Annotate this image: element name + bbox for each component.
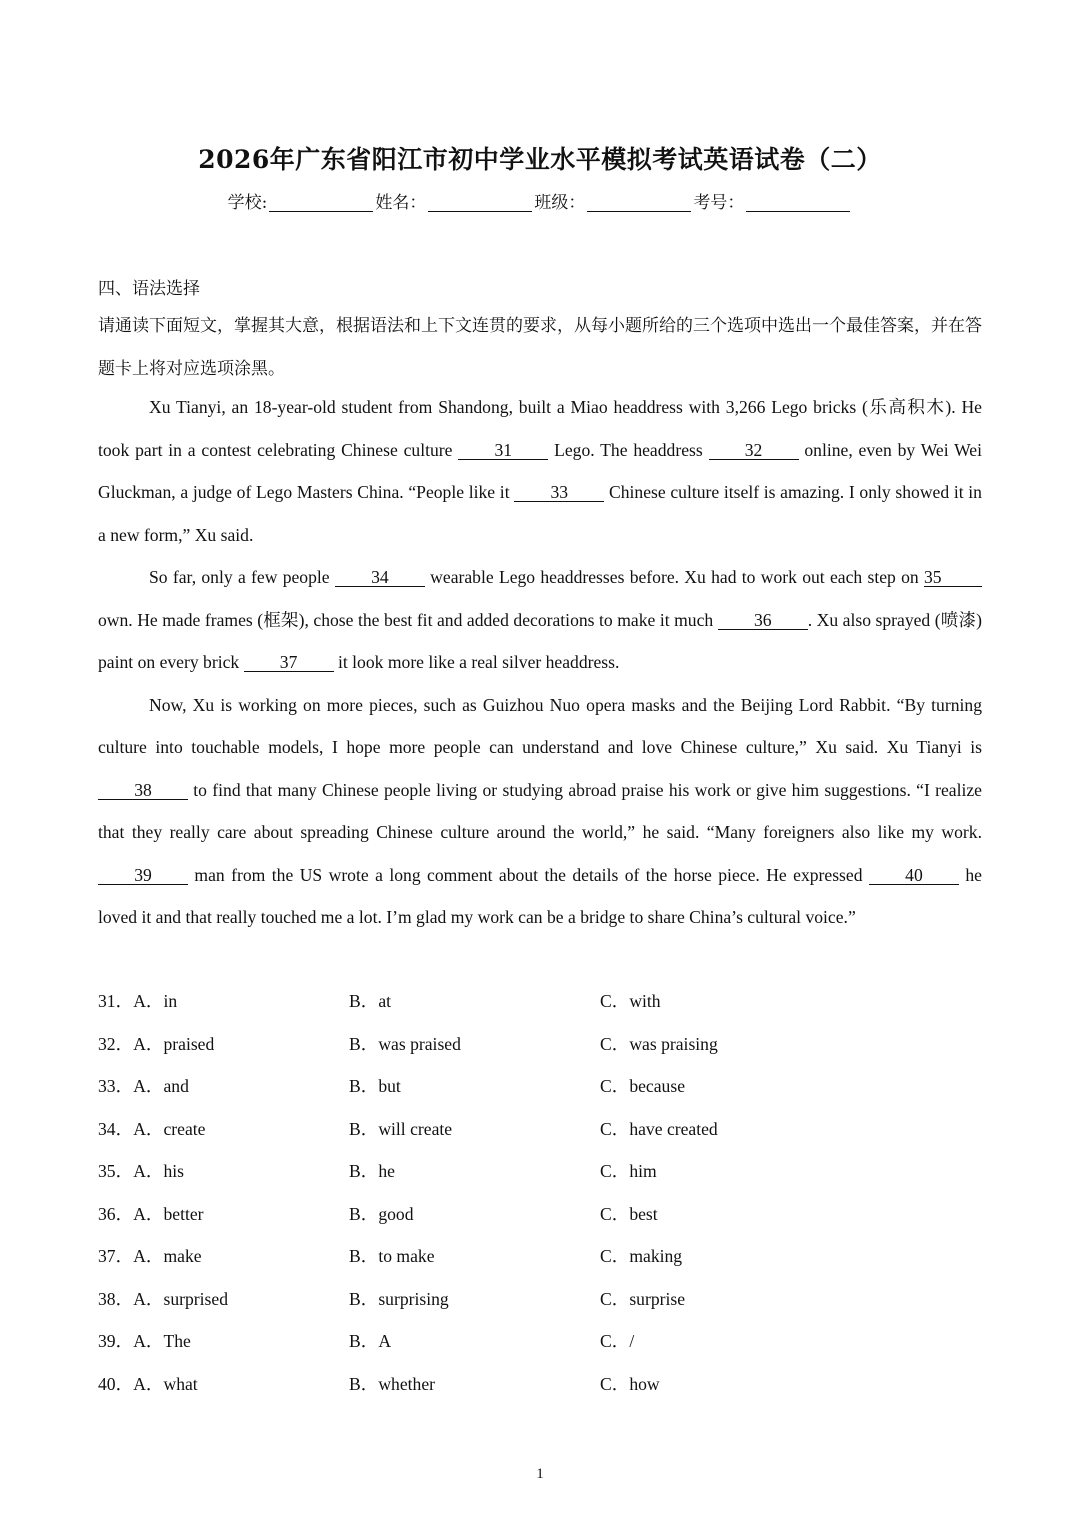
option-b[interactable]: B．whether [349, 1373, 435, 1394]
passage-text: online, even by Wei Wei Gluckman, a judge of Lego Masters China. “People like it [98, 439, 983, 502]
option-row-31 [98, 980, 982, 1023]
passage-paragraph-1 [98, 386, 982, 556]
option-a[interactable]: 36．A．better [98, 1203, 204, 1224]
passage-text: Xu Tianyi, an 18-year-old student from Shandong, built a Miao headdress with 3,266 Lego bricks (乐高积木). He took part in a contest celebrating Chinese culture [98, 397, 982, 460]
option-row-39 [98, 1320, 982, 1363]
passage-text: So far, only a few people [149, 567, 335, 587]
passage-text: it look more like a real silver headdress. [333, 652, 620, 672]
option-c[interactable]: C．him [600, 1161, 657, 1181]
option-c[interactable]: C．with [600, 991, 661, 1011]
section-heading: 四、语法选择 [98, 279, 200, 299]
passage-paragraph-3 [98, 684, 982, 939]
blank-37: 37 [244, 654, 334, 672]
class-blank[interactable] [587, 193, 691, 212]
option-row-32 [98, 1023, 982, 1066]
option-a[interactable]: 35．A．his [98, 1161, 185, 1181]
option-a[interactable]: 40．A．what [98, 1373, 198, 1394]
option-b[interactable]: B．was praised [349, 1033, 461, 1054]
passage-text: wearable Lego headdresses before. Xu had to work out each step on [424, 567, 924, 587]
option-row-36 [98, 1193, 982, 1236]
option-c[interactable]: C．best [600, 1203, 658, 1224]
school-blank[interactable] [269, 193, 373, 212]
blank-33: 33 [514, 484, 604, 502]
option-row-35 [98, 1150, 982, 1193]
option-row-37 [98, 1235, 982, 1278]
option-b[interactable]: B．A [349, 1331, 392, 1351]
passage-text: own. He made frames (框架), chose the best fit and added decorations to make it much [98, 609, 718, 630]
page-number: 1 [536, 1466, 544, 1482]
page-title: 2026年广东省阳江市初中学业水平模拟考试英语试卷（二） [198, 145, 882, 174]
option-c[interactable]: C．because [600, 1076, 686, 1096]
blank-38: 38 [98, 782, 188, 800]
answer-options [98, 980, 982, 1405]
blank-39: 39 [98, 867, 188, 885]
passage-text: man from the US wrote a long comment about the details of the horse piece. He expressed [188, 864, 869, 885]
option-b[interactable]: B．good [349, 1203, 414, 1224]
option-c[interactable]: C．was praising [600, 1033, 718, 1054]
option-a[interactable]: 32．A．praised [98, 1033, 215, 1054]
option-b[interactable]: B．surprising [349, 1288, 449, 1309]
option-b[interactable]: B．will create [349, 1118, 453, 1139]
passage-text: Lego. The headdress [548, 439, 709, 460]
option-c[interactable]: C．have created [600, 1118, 718, 1139]
section-instructions: 请通读下面短文，掌握其大意，根据语法和上下文连贯的要求，从每小题所给的三个选项中选出一个最佳答案，并在答题卡上将对应选项涂黑。 [98, 316, 982, 379]
passage-text: he loved it and that really touched me a lot. I’m glad my work can be a bridge to share China’s cultural voice.” [98, 864, 982, 927]
passage-text: Chinese culture itself is amazing. I only showed it in a new form,” Xu said. [98, 482, 982, 545]
option-a[interactable]: 33．A．and [98, 1076, 189, 1096]
name-blank[interactable] [428, 193, 532, 212]
option-a[interactable]: 31．A．in [98, 991, 178, 1011]
passage-paragraph-2 [98, 556, 982, 684]
option-row-34 [98, 1108, 982, 1151]
option-c[interactable]: C．/ [600, 1331, 635, 1351]
class-label: 班级： [534, 193, 586, 213]
option-a[interactable]: 39．A．The [98, 1331, 191, 1351]
passage-text: Now, Xu is working on more pieces, such as Guizhou Nuo opera masks and the Beijing Lord Rabbit. “By turning culture into touchable models, I hope more people can understand and love Chinese culture,” Xu said. Xu Tianyi is [98, 694, 982, 757]
option-c[interactable]: C．surprise [600, 1288, 686, 1309]
blank-32: 32 [709, 442, 799, 460]
reading-passage [98, 386, 982, 939]
blank-40: 40 [869, 867, 959, 885]
option-row-40 [98, 1363, 982, 1406]
option-a[interactable]: 37．A．make [98, 1246, 202, 1266]
passage-text: to find that many Chinese people living or studying abroad praise his work or give him suggestions. “I realize that they really care about spreading Chinese culture around the world,” he said. “Many foreigners also like my work. [98, 779, 982, 842]
name-label: 姓名： [375, 193, 427, 213]
number-label: 考号： [693, 193, 745, 213]
option-b[interactable]: B．but [349, 1076, 401, 1096]
option-c[interactable]: C．making [600, 1246, 683, 1266]
option-c[interactable]: C．how [600, 1373, 660, 1394]
number-blank[interactable] [746, 193, 850, 212]
blank-34: 34 [335, 569, 425, 587]
option-b[interactable]: B．at [349, 991, 392, 1011]
option-b[interactable]: B．he [349, 1161, 395, 1181]
option-row-33 [98, 1065, 982, 1108]
option-row-38 [98, 1278, 982, 1321]
blank-31: 31 [458, 442, 548, 460]
passage-text: . Xu also sprayed (喷漆) paint on every brick [98, 609, 982, 672]
blank-35: 35 [924, 569, 982, 587]
blank-36: 36 [718, 612, 808, 630]
option-a[interactable]: 34．A．create [98, 1118, 206, 1139]
option-a[interactable]: 38．A．surprised [98, 1288, 228, 1309]
school-label: 学校: [227, 193, 268, 213]
option-b[interactable]: B．to make [349, 1246, 435, 1266]
student-info-line [0, 188, 1080, 213]
